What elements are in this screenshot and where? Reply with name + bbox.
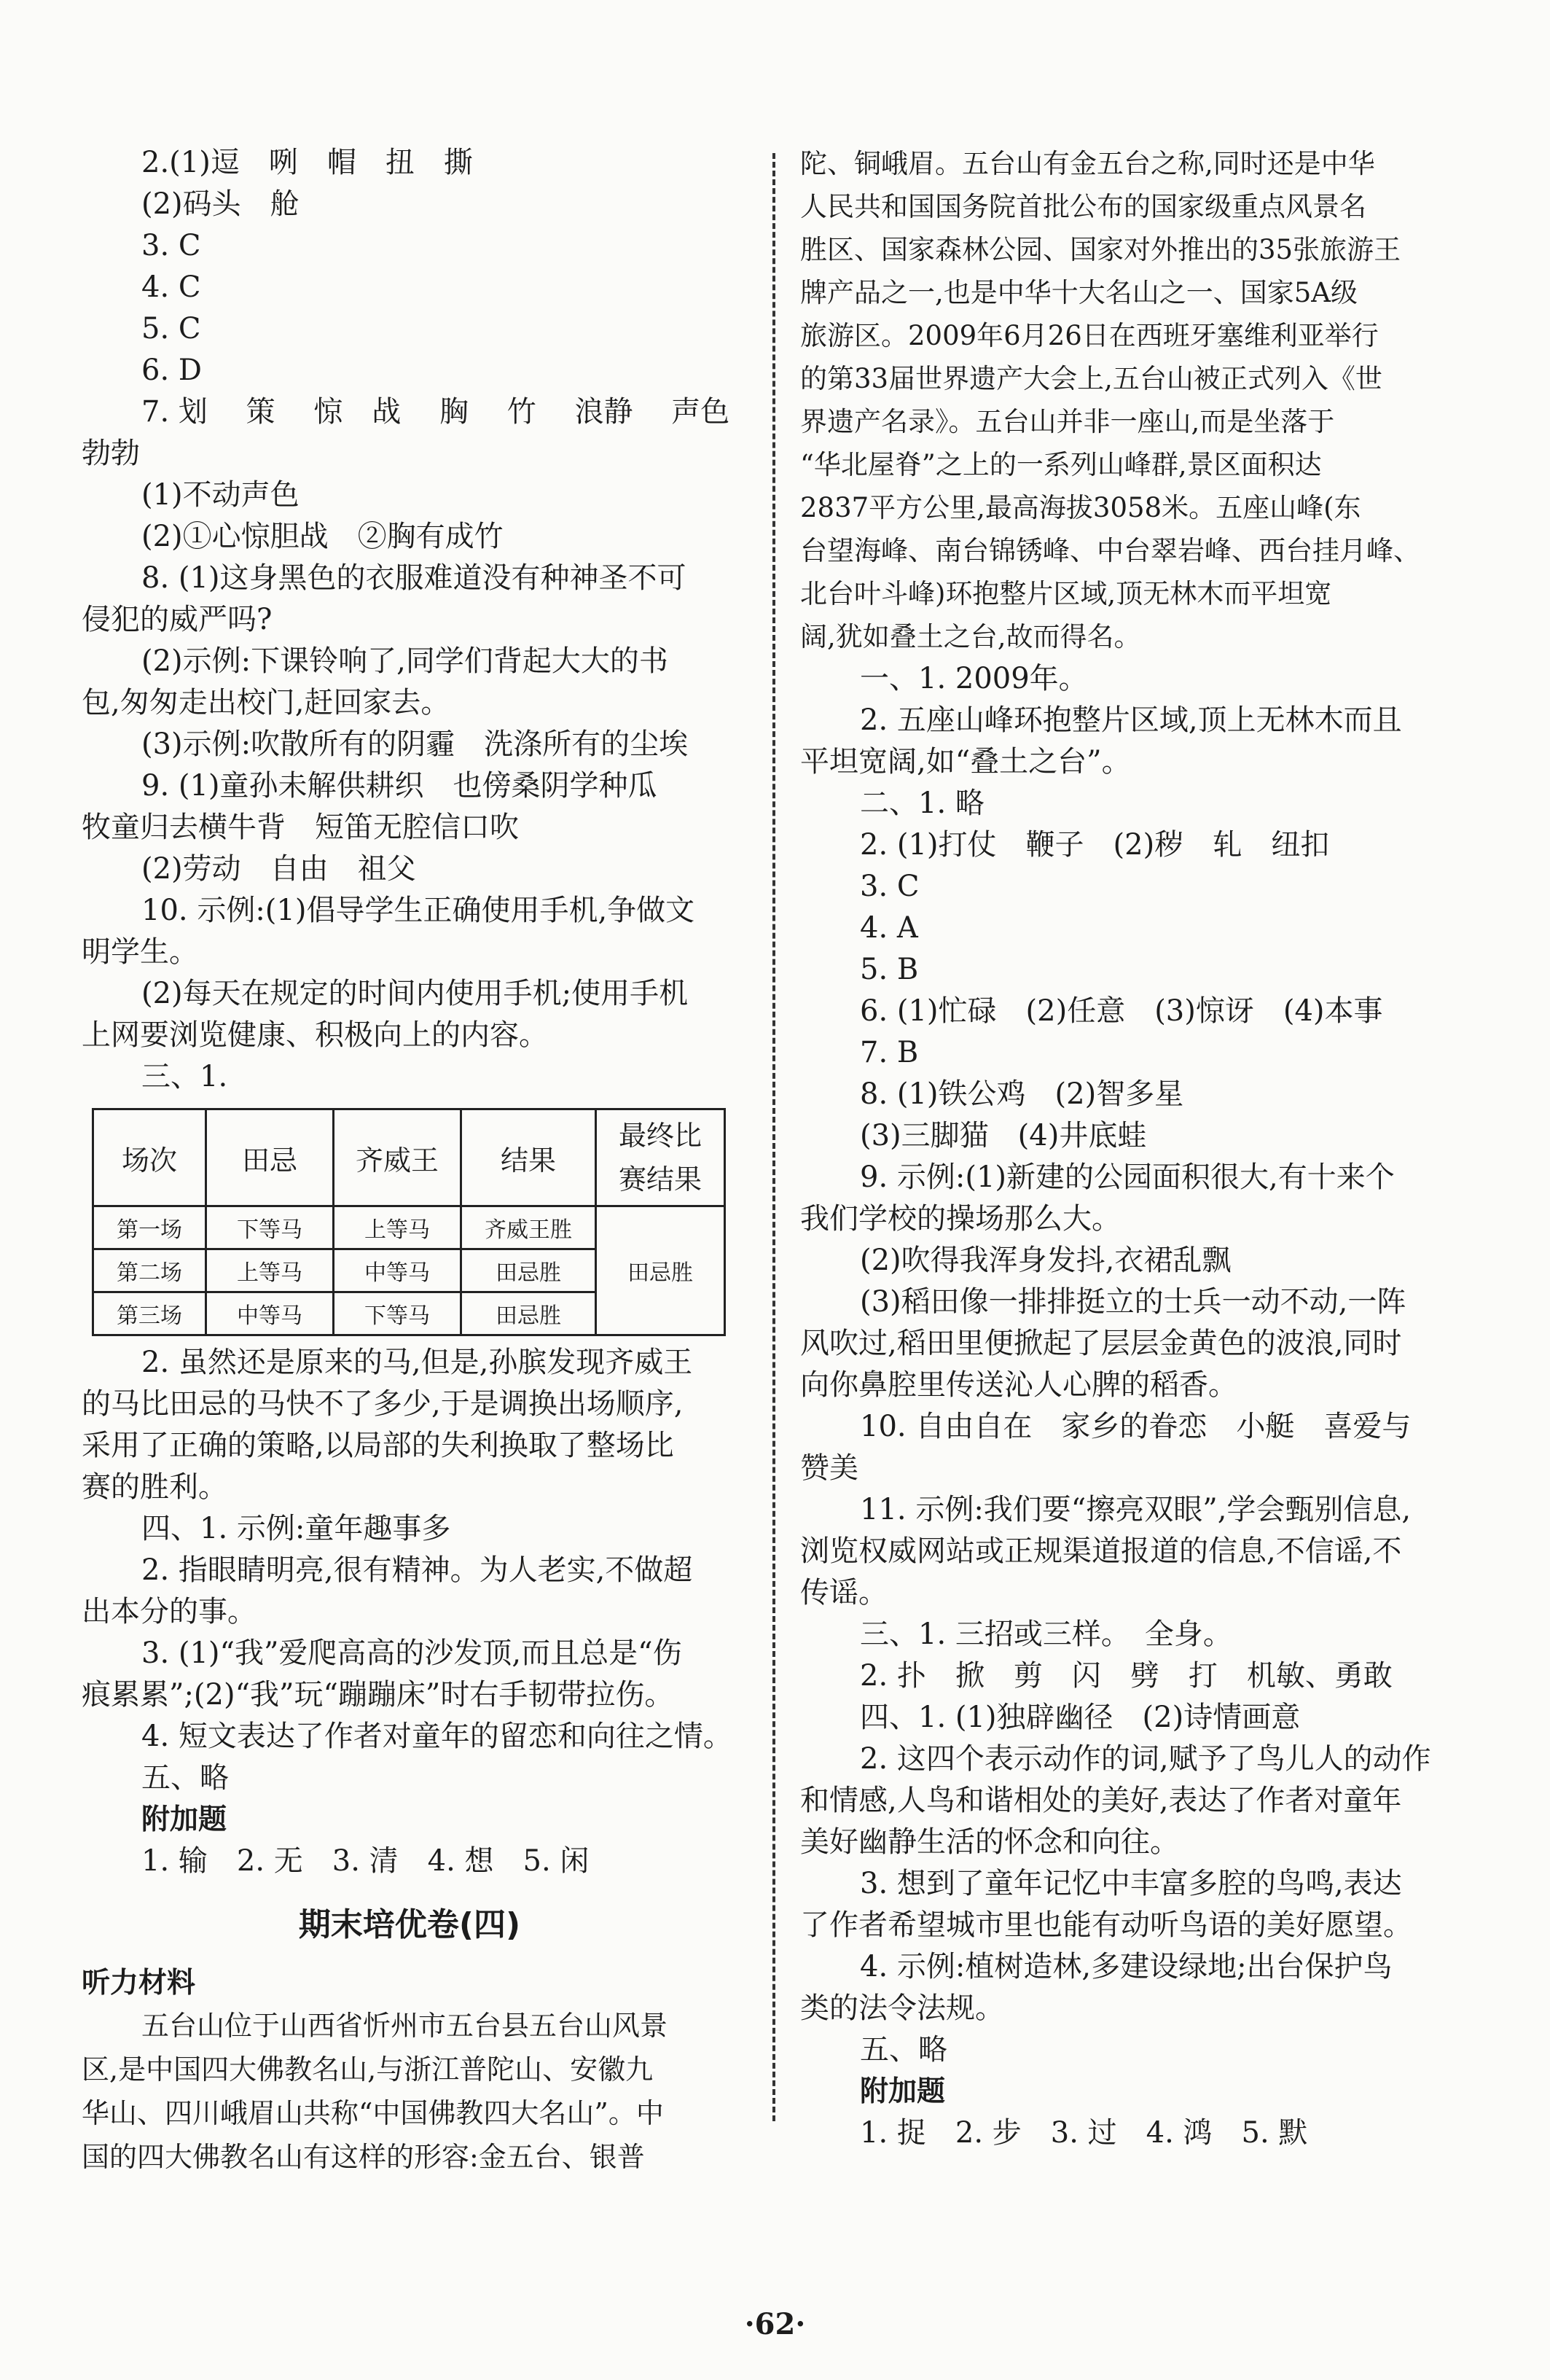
- table-cell: 下等马: [206, 1206, 334, 1249]
- text-line: 三、1. 三招或三样。 全身。: [860, 1618, 1232, 1651]
- table-header: 场次: [93, 1109, 206, 1206]
- table-header: 结果: [461, 1109, 596, 1206]
- text-line: 和情感,人鸟和谐相处的美好,表达了作者对童年: [800, 1784, 1402, 1817]
- text-line: 牌产品之一,也是中华十大名山之一、国家5A级: [800, 277, 1358, 308]
- table-header: 田忌: [206, 1109, 334, 1206]
- text-line: 8. (1)铁公鸡 (2)智多星: [860, 1077, 1184, 1111]
- text-line: 一、1. 2009年。: [860, 662, 1088, 695]
- table-header: 最终比 赛结果: [596, 1109, 725, 1206]
- text-line: 6. D: [141, 354, 202, 387]
- text-line: 我们学校的操场那么大。: [800, 1202, 1121, 1236]
- text-line: 2. 这四个表示动作的词,赋予了鸟儿人的动作: [860, 1742, 1431, 1776]
- column-divider: [772, 153, 775, 2121]
- text-line: 2. 五座山峰环抱整片区域,顶上无林木而且: [860, 703, 1402, 737]
- text-line: 11. 示例:我们要“擦亮双眼”,学会甄别信息,: [860, 1493, 1412, 1526]
- text-line: 2837平方公里,最高海拔3058米。五座山峰(东: [800, 492, 1361, 523]
- text-line: 牧童归去横牛背 短笛无腔信口吹: [82, 811, 519, 844]
- text-line: 胜区、国家森林公园、国家对外推出的35张旅游王: [800, 234, 1401, 265]
- text-line: 传谣。: [800, 1576, 888, 1610]
- text-line: 勃勃: [82, 437, 140, 470]
- table-cell: 中等马: [206, 1292, 334, 1335]
- table-cell: 第一场: [93, 1206, 206, 1249]
- text-line: 3. C: [141, 229, 201, 262]
- text-line: 浏览权威网站或正规渠道报道的信息,不信谣,不: [800, 1534, 1402, 1568]
- text-line: 痕累累”;(2)“我”玩“蹦蹦床”时右手韧带拉伤。: [82, 1678, 674, 1712]
- text-line: 向你鼻腔里传送沁人心脾的稻香。: [800, 1368, 1237, 1402]
- text-line: 华山、四川峨眉山共称“中国佛教四大名山”。中: [82, 2097, 664, 2129]
- left-answers-part1: [82, 142, 737, 1098]
- text-line: (3)示例:吹散所有的阴霾 洗涤所有的尘埃: [141, 727, 689, 761]
- text-line: 2. 指眼睛明亮,很有精神。为人老实,不做超: [141, 1553, 693, 1587]
- right-answers: [800, 658, 1456, 2071]
- table-cell: 齐威王胜: [461, 1206, 596, 1249]
- left-answers-part2: [82, 1342, 737, 1799]
- text-line: 四、1. (1)独辟幽径 (2)诗情画意: [860, 1701, 1301, 1734]
- text-line: 了作者希望城市里也能有动听鸟语的美好愿望。: [800, 1908, 1412, 1942]
- listening-label: 听力材料: [82, 1967, 196, 1999]
- final-result-cell: 田忌胜: [596, 1206, 725, 1335]
- text-line: 上网要浏览健康、积极向上的内容。: [82, 1018, 548, 1052]
- text-line: 平坦宽阔,如“叠土之台”。: [800, 745, 1131, 779]
- bonus-answers: 1. 捉 2. 步 3. 过 4. 鸿 5. 默: [860, 2116, 1308, 2150]
- text-line: 5. C: [141, 312, 201, 346]
- table-cell: 上等马: [334, 1206, 461, 1249]
- text-line: 阔,犹如叠土之台,故而得名。: [800, 621, 1141, 652]
- table-cell: 第二场: [93, 1249, 206, 1292]
- text-line: 五台山位于山西省忻州市五台县五台山风景: [141, 2010, 668, 2042]
- bonus-answers: 1. 输 2. 无 3. 清 4. 想 5. 闲: [141, 1844, 590, 1878]
- table-cell: 第三场: [93, 1292, 206, 1335]
- text-line: 4. A: [860, 911, 918, 945]
- text-line: (2)劳动 自由 祖父: [141, 852, 416, 886]
- table-cell: 上等马: [206, 1249, 334, 1292]
- bonus-label: 附加题: [141, 1803, 227, 1836]
- text-line: 3. 想到了童年记忆中丰富多腔的鸟鸣,表达: [860, 1867, 1402, 1900]
- table-cell: 田忌胜: [461, 1292, 596, 1335]
- text-line: 赛的胜利。: [82, 1470, 227, 1504]
- text-line: “华北屋脊”之上的一系列山峰群,景区面积达: [800, 449, 1322, 480]
- text-line: 4. 短文表达了作者对童年的留恋和向往之情。: [141, 1720, 732, 1753]
- text-line: (2)吹得我浑身发抖,衣裙乱飘: [860, 1244, 1232, 1277]
- text-line: (3)稻田像一排排挺立的士兵一动不动,一阵: [860, 1285, 1406, 1319]
- table-row: [93, 1206, 725, 1249]
- text-line: 五、略: [860, 2033, 947, 2067]
- page-number: ·62·: [744, 2307, 806, 2341]
- text-line: 二、1. 略: [860, 787, 985, 820]
- text-line: 区,是中国四大佛教名山,与浙江普陀山、安徽九: [82, 2053, 654, 2086]
- section-title: 期末培优卷(四): [298, 1906, 521, 1943]
- text-line: 国的四大佛教名山有这样的形容:金五台、银普: [82, 2141, 645, 2173]
- text-line: 6. (1)忙碌 (2)任意 (3)惊讶 (4)本事: [860, 994, 1383, 1028]
- text-line: (2)码头 舱: [141, 187, 300, 221]
- text-line: 9. (1)童孙未解供耕织 也傍桑阴学种瓜: [141, 769, 657, 803]
- table-header: 齐威王: [334, 1109, 461, 1206]
- text-line: (2)①心惊胆战 ②胸有成竹: [141, 520, 504, 553]
- text-line: 旅游区。2009年6月26日在西班牙塞维利亚举行: [800, 320, 1379, 351]
- text-line: 五、略: [141, 1761, 229, 1795]
- text-line: 2. 虽然还是原来的马,但是,孙膑发现齐威王: [141, 1346, 693, 1379]
- text-line: 2. (1)打仗 鞭子 (2)秽 轧 纽扣: [860, 828, 1330, 862]
- text-line: 的马比田忌的马快不了多少,于是调换出场顺序,: [82, 1387, 684, 1421]
- text-line: 9. 示例:(1)新建的公园面积很大,有十来个: [860, 1160, 1395, 1194]
- text-line: 陀、铜峨眉。五台山有金五台之称,同时还是中华: [800, 148, 1375, 179]
- text-line: 出本分的事。: [82, 1595, 257, 1628]
- table-cell: 田忌胜: [461, 1249, 596, 1292]
- text-line: 5. B: [860, 953, 919, 986]
- text-line: 采用了正确的策略,以局部的失利换取了整场比: [82, 1429, 674, 1462]
- text-line: 10. 自由自在 家乡的眷恋 小艇 喜爱与: [860, 1410, 1412, 1443]
- right-column: [800, 142, 1456, 2154]
- text-line: 人民共和国国务院首批公布的国家级重点风景名: [800, 191, 1366, 222]
- text-line: 2. 扑 掀 剪 闪 劈 打 机敏、勇敢: [860, 1659, 1393, 1693]
- text-line: 包,匆匆走出校门,赶回家去。: [82, 686, 450, 719]
- text-line: 8. (1)这身黑色的衣服难道没有种神圣不可: [141, 561, 686, 595]
- bonus-label: 附加题: [860, 2075, 946, 2108]
- text-line: 10. 示例:(1)倡导学生正确使用手机,争做文: [141, 894, 695, 927]
- table-cell: 下等马: [334, 1292, 461, 1335]
- text-line: 3. C: [860, 870, 920, 903]
- text-line: 赞美: [800, 1451, 858, 1485]
- table-cell: 中等马: [334, 1249, 461, 1292]
- text-line: 侵犯的威严吗?: [82, 603, 273, 636]
- text-line: 3. (1)“我”爱爬高高的沙发顶,而且总是“伤: [141, 1636, 682, 1670]
- listening-text-continued: [800, 142, 1456, 658]
- text-line: 明学生。: [82, 935, 198, 969]
- text-line: 美好幽静生活的怀念和向往。: [800, 1825, 1179, 1859]
- text-line: 台望海峰、南台锦锈峰、中台翠岩峰、西台挂月峰、: [800, 535, 1420, 566]
- text-line: (3)三脚猫 (4)井底蛙: [860, 1119, 1147, 1152]
- text-line: 的第33届世界遗产大会上,五台山被正式列入《世: [800, 363, 1382, 394]
- text-line: 2.(1)逗 咧 帽 扭 撕: [141, 146, 473, 179]
- text-line: 类的法令法规。: [800, 1991, 1004, 2025]
- text-line: (2)示例:下课铃响了,同学们背起大大的书: [141, 644, 668, 678]
- listening-text: [82, 2004, 737, 2179]
- text-line: 四、1. 示例:童年趣事多: [141, 1512, 451, 1545]
- text-line: 界遗产名录》。五台山并非一座山,而是坐落于: [800, 406, 1335, 437]
- text-line: (2)每天在规定的时间内使用手机;使用手机: [141, 977, 689, 1010]
- text-line: 三、1.: [141, 1060, 228, 1093]
- horse-race-table: [92, 1108, 726, 1336]
- text-line: 北台叶斗峰)环抱整片区域,顶无林木而平坦宽: [800, 578, 1332, 609]
- text-line: 风吹过,稻田里便掀起了层层金黄色的波浪,同时: [800, 1327, 1402, 1360]
- text-line: 7. 划 策 惊 战 胸 竹 浪静 声色: [141, 395, 730, 429]
- text-line: 7. B: [860, 1036, 919, 1069]
- text-line: (1)不动声色: [141, 478, 300, 512]
- text-line: 4. C: [141, 270, 201, 304]
- left-column: [82, 142, 737, 2179]
- text-line: 4. 示例:植树造林,多建设绿地;出台保护鸟: [860, 1950, 1393, 1983]
